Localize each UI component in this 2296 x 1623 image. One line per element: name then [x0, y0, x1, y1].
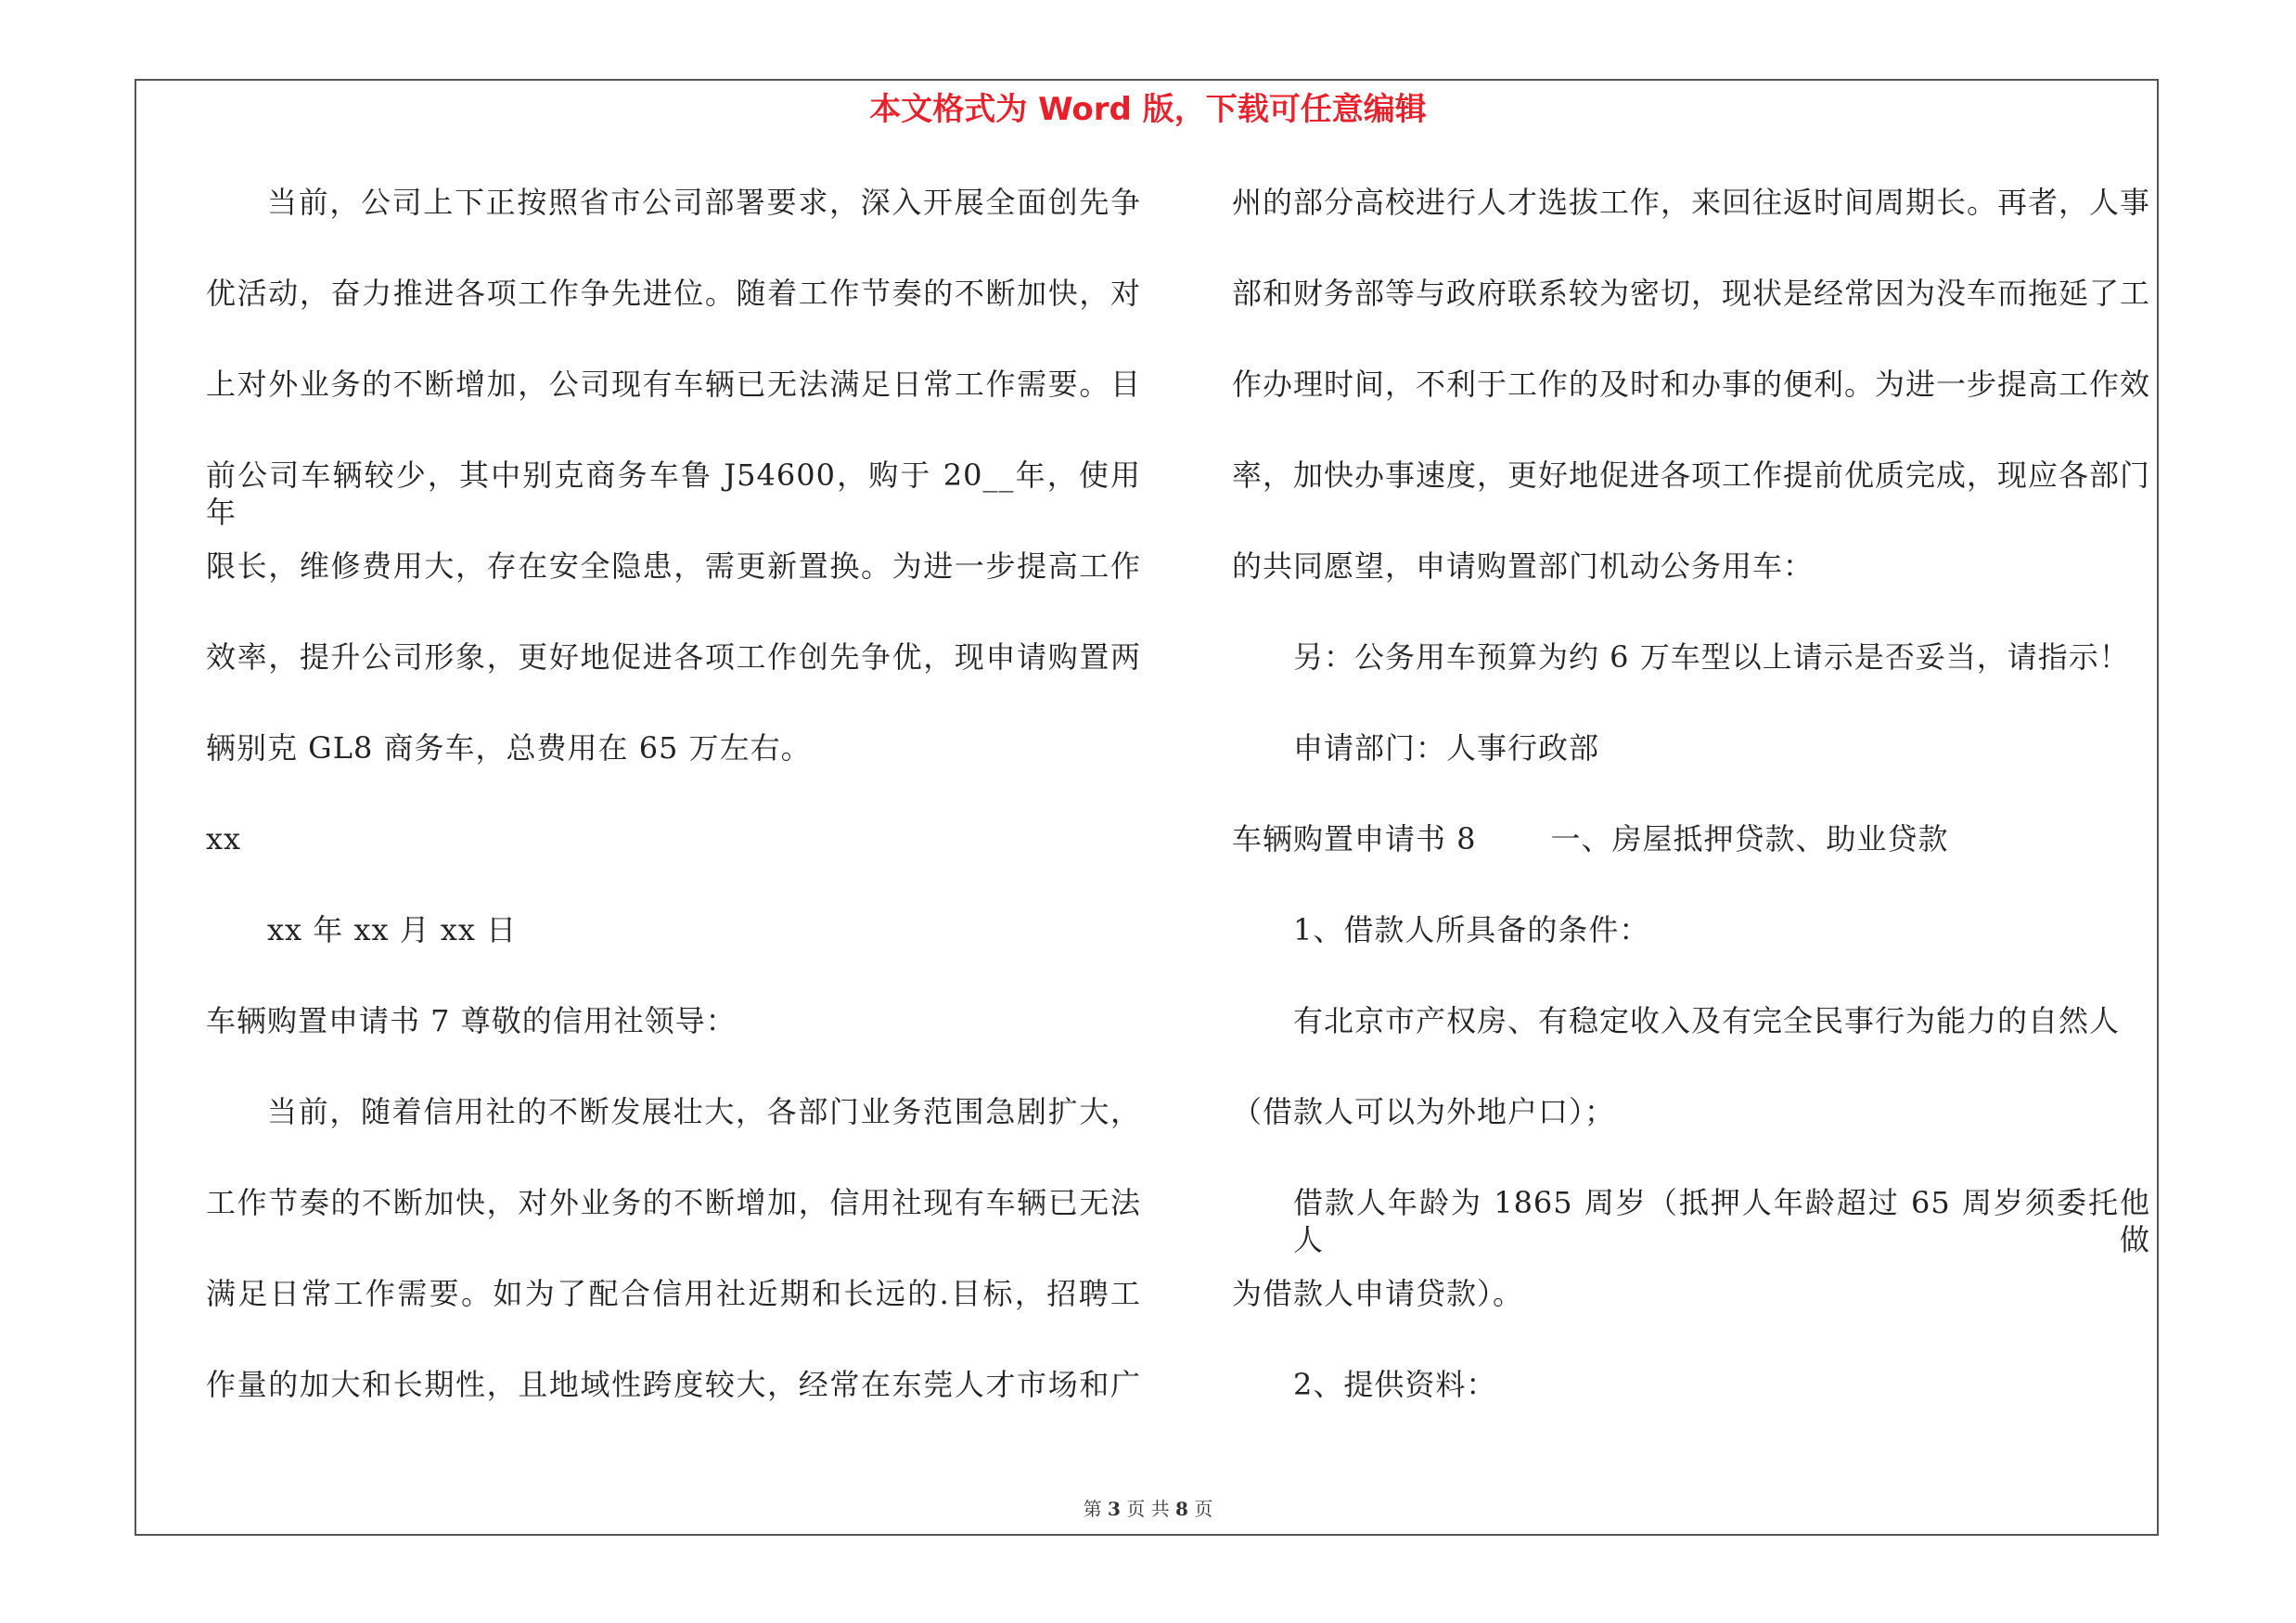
body-line: 作办理时间，不利于工作的及时和办事的便利。为进一步提高工作效 [1232, 367, 2151, 402]
current-page-number: 3 [1108, 1498, 1121, 1520]
body-line: 为借款人申请贷款）。 [1232, 1276, 1524, 1311]
body-line: 优活动，奋力推进各项工作争先进位。随着工作节奏的不断加快，对 [206, 276, 1141, 311]
list-item: 1、借款人所具备的条件： [1293, 912, 1650, 947]
body-line: （借款人可以为外地户口）； [1232, 1094, 1616, 1129]
body-line: 当前，公司上下正按照省市公司部署要求，深入开展全面创先争 [267, 185, 1141, 220]
body-line: 效率，提升公司形象，更好地促进各项工作创先争优，现申请购置两 [206, 639, 1141, 675]
body-line: 满足日常工作需要。如为了配合信用社近期和长远的.目标，招聘工 [206, 1276, 1141, 1311]
list-item: 2、提供资料： [1293, 1367, 1497, 1402]
body-line: 的共同愿望，申请购置部门机动公务用车： [1232, 548, 1815, 584]
body-line: 前公司车辆较少，其中别克商务车鲁 J54600，购于 20__年，使用年 [206, 457, 1141, 530]
section-title: 车辆购置申请书 8 [1232, 821, 1477, 857]
footer-suffix: 页 [1194, 1498, 1213, 1520]
page-number-footer [0, 1498, 2296, 1520]
body-line: 有北京市产权房、有稳定收入及有完全民事行为能力的自然人 [1293, 1003, 2121, 1038]
format-notice-banner: 本文格式为 Word 版，下载可任意编辑 [869, 91, 1427, 128]
body-line: 借款人年龄为 1865 周岁（抵押人年龄超过 65 周岁须委托他人做 [1293, 1185, 2150, 1257]
body-line: 率，加快办事速度，更好地促进各项工作提前优质完成，现应各部门 [1232, 457, 2151, 493]
body-line: 作量的加大和长期性，且地域性跨度较大，经常在东莞人才市场和广 [206, 1367, 1141, 1402]
body-line: 当前，随着信用社的不断发展壮大，各部门业务范围急剧扩大， [267, 1094, 1141, 1129]
subsection-title: 一、房屋抵押贷款、助业贷款 [1550, 821, 1949, 857]
section-heading: 车辆购置申请书 7 尊敬的信用社领导： [206, 1003, 737, 1038]
body-line: 州的部分高校进行人才选拔工作，来回往返时间周期长。再者，人事 [1232, 185, 2151, 220]
body-line: 工作节奏的不断加快，对外业务的不断增加，信用社现有车辆已无法 [206, 1185, 1141, 1220]
total-page-number: 8 [1175, 1498, 1188, 1520]
body-line: 上对外业务的不断增加，公司现有车辆已无法满足日常工作需要。目 [206, 367, 1141, 402]
date-line: xx 年 xx 月 xx 日 [267, 912, 518, 947]
footer-prefix: 第 [1083, 1498, 1102, 1520]
department-line: 申请部门：人事行政部 [1293, 730, 1600, 766]
section-heading [1232, 820, 2150, 857]
footer-middle: 页 共 [1126, 1498, 1170, 1520]
body-line: 辆别克 GL8 商务车，总费用在 65 万左右。 [206, 730, 812, 766]
body-line: 限长，维修费用大，存在安全隐患，需更新置换。为进一步提高工作 [206, 548, 1141, 584]
body-line: 另：公务用车预算为约 6 万车型以上请示是否妥当，请指示！ [1293, 639, 2130, 675]
signature-placeholder: xx [206, 821, 242, 857]
body-line: 部和财务部等与政府联系较为密切，现状是经常因为没车而拖延了工 [1232, 276, 2151, 311]
